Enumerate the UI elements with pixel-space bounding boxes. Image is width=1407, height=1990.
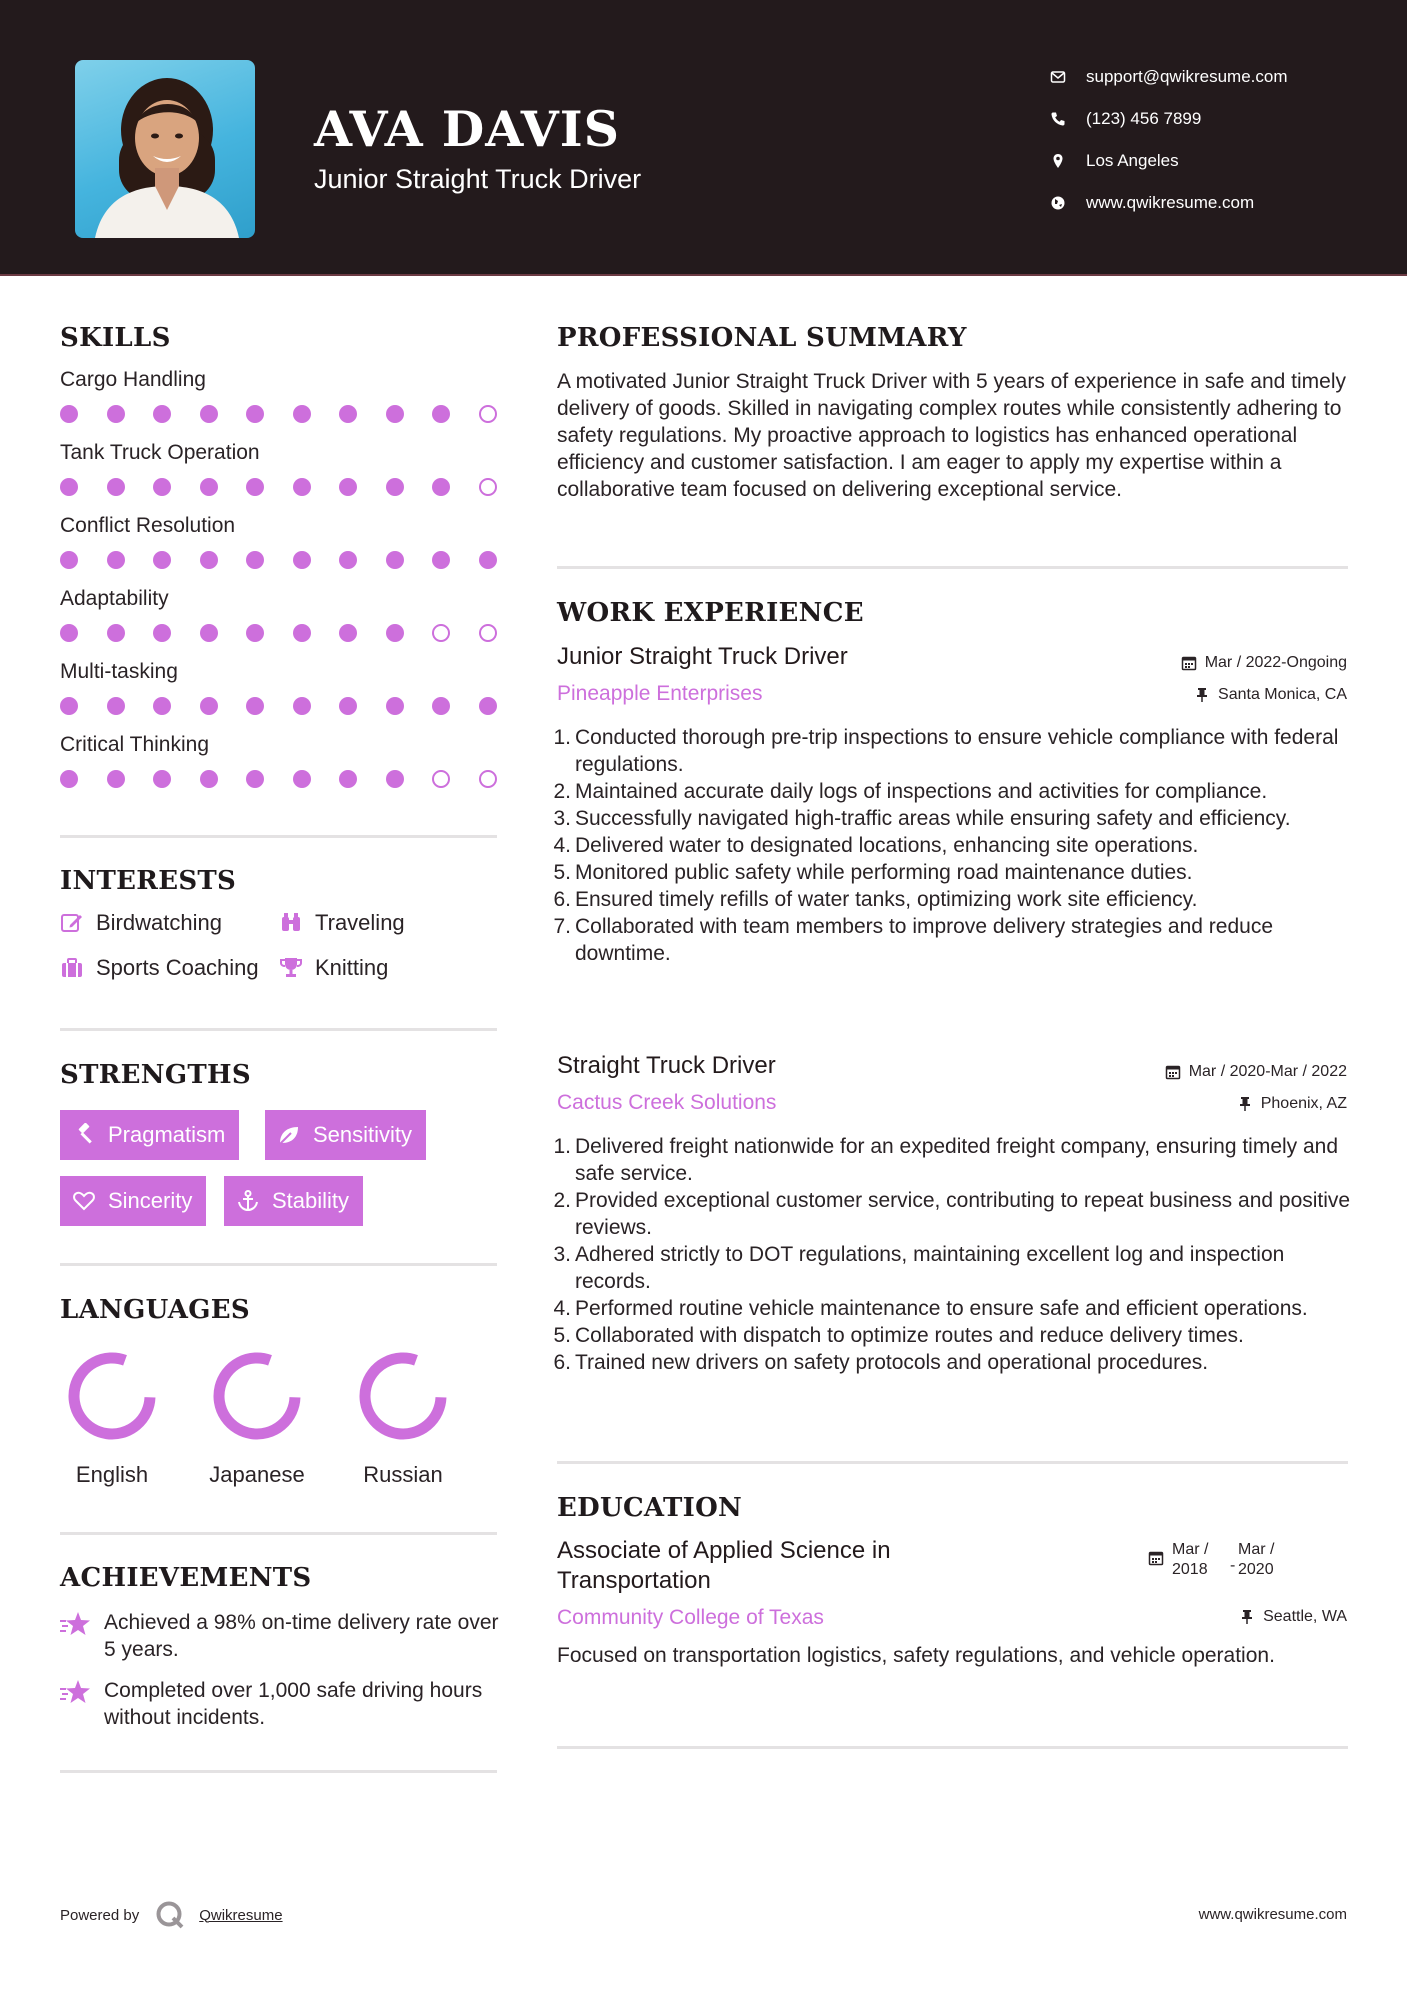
duty-item xyxy=(553,778,1357,805)
rating-dot-filled xyxy=(293,624,311,642)
skill-rating xyxy=(60,697,500,717)
language-level-arc xyxy=(365,1358,441,1434)
job-duties-list xyxy=(553,1133,1357,1376)
job-location xyxy=(1194,686,1347,704)
rating-dot-filled xyxy=(293,551,311,569)
duty-item xyxy=(553,724,1357,778)
duty-item xyxy=(553,859,1357,886)
rating-dot-filled xyxy=(339,770,357,788)
rating-dot-filled xyxy=(107,405,125,423)
interest-label: Traveling xyxy=(315,910,405,935)
rating-dot-filled xyxy=(386,405,404,423)
education-location xyxy=(1239,1608,1347,1626)
interest-label: Sports Coaching xyxy=(96,955,259,980)
divider xyxy=(60,1028,497,1031)
divider xyxy=(60,1263,497,1266)
interest-label: Birdwatching xyxy=(96,910,222,935)
divider xyxy=(557,566,1348,569)
phone-icon xyxy=(1050,111,1066,127)
strength-chip xyxy=(224,1176,363,1226)
rating-dot-empty xyxy=(432,624,450,642)
skill-rating xyxy=(60,551,500,571)
duty-text: Conducted thorough pre-trip inspections to ensure vehicle compliance with federal regulations. xyxy=(575,726,1339,776)
duty-text: Collaborated with dispatch to optimize routes and reduce delivery times. xyxy=(575,1324,1244,1347)
rating-dot-filled xyxy=(200,770,218,788)
skill-label: Multi-tasking xyxy=(60,660,178,683)
skill-rating xyxy=(60,405,500,425)
rating-dot-empty xyxy=(479,478,497,496)
rating-dot-filled xyxy=(200,624,218,642)
trophy-icon xyxy=(279,956,303,980)
job-dates-text: Mar / 2020-Mar / 2022 xyxy=(1188,1063,1347,1080)
duty-item xyxy=(553,1187,1357,1241)
degree-line-2: Transportation xyxy=(557,1567,711,1594)
company-name: Cactus Creek Solutions xyxy=(557,1091,777,1114)
achievement-text: Completed over 1,000 safe driving hours without incidents. xyxy=(104,1679,483,1729)
language-name: Russian xyxy=(363,1462,443,1487)
rating-dot-filled xyxy=(107,478,125,496)
rating-dot-filled xyxy=(200,405,218,423)
duty-text: Trained new drivers on safety protocols and operational procedures. xyxy=(575,1351,1209,1374)
calendar-icon xyxy=(1181,655,1197,671)
rating-dot-filled xyxy=(479,697,497,715)
contact-email-text: support@qwikresume.com xyxy=(1086,67,1288,86)
rating-dot-filled xyxy=(107,551,125,569)
brand-link[interactable]: Qwikresume xyxy=(199,1906,283,1924)
duty-number: 2. xyxy=(553,1189,571,1212)
education-location-text: Seattle, WA xyxy=(1263,1608,1347,1625)
rating-dot-filled xyxy=(479,551,497,569)
job-location xyxy=(1237,1095,1347,1113)
duty-text: Maintained accurate daily logs of inspections and activities for compliance. xyxy=(575,780,1268,803)
rating-dot-filled xyxy=(60,551,78,569)
duty-number: 6. xyxy=(553,1351,571,1374)
job-title: Junior Straight Truck Driver xyxy=(557,643,848,670)
duty-text: Monitored public safety while performing road maintenance duties. xyxy=(575,861,1193,884)
calendar-icon xyxy=(1148,1550,1164,1566)
pin-icon xyxy=(1239,1609,1255,1625)
rating-dot-filled xyxy=(153,697,171,715)
contact-location-text: Los Angeles xyxy=(1086,151,1179,170)
company-name: Pineapple Enterprises xyxy=(557,682,763,705)
skills-heading: SKILLS xyxy=(60,323,171,353)
language-level-ring xyxy=(355,1348,451,1444)
summary-text: A motivated Junior Straight Truck Driver with 5 years of experience in safe and timely delivery of goods. Skilled in navigating complex routes while consistently adhering to safety regulations. My proactive approach to logistics has enhanced operational efficiency and customer satisfaction. I am eager to apply my expertise within a collaborative team focused on delivering exceptional service. xyxy=(557,370,1347,501)
rating-dot-empty xyxy=(479,624,497,642)
rating-dot-filled xyxy=(246,405,264,423)
candidate-role: Junior Straight Truck Driver xyxy=(314,164,642,194)
contact-location xyxy=(1050,140,1288,182)
language-level-ring xyxy=(209,1348,305,1444)
language-level-arc xyxy=(74,1358,150,1434)
rating-dot-filled xyxy=(386,697,404,715)
rating-dot-filled xyxy=(246,478,264,496)
education-end-month: Mar / xyxy=(1238,1541,1275,1558)
duty-item xyxy=(553,1241,1357,1295)
duty-number: 5. xyxy=(553,1324,571,1347)
calendar-icon xyxy=(1165,1064,1181,1080)
duty-text: Successfully navigated high-traffic areas while ensuring safety and efficiency. xyxy=(575,807,1291,830)
rating-dot-filled xyxy=(246,624,264,642)
duty-number: 1. xyxy=(553,1135,571,1158)
pin-icon xyxy=(1237,1096,1253,1112)
experience-heading: WORK EXPERIENCE xyxy=(557,598,864,628)
envelope-icon xyxy=(1050,69,1066,85)
duty-text: Performed routine vehicle maintenance to ensure safe and efficient operations. xyxy=(575,1297,1308,1320)
language-level-ring xyxy=(64,1348,160,1444)
education-start-month: Mar / xyxy=(1172,1541,1209,1558)
duty-item xyxy=(553,913,1357,967)
degree-line-1: Associate of Applied Science in xyxy=(557,1537,891,1564)
job-dates xyxy=(1165,1063,1347,1081)
school-name: Community College of Texas xyxy=(557,1606,824,1629)
duty-item xyxy=(553,805,1357,832)
skill-label: Adaptability xyxy=(60,587,169,610)
contact-website[interactable] xyxy=(1050,182,1288,224)
rating-dot-empty xyxy=(479,770,497,788)
rating-dot-filled xyxy=(153,478,171,496)
rating-dot-empty xyxy=(479,405,497,423)
job-dates-text: Mar / 2022-Ongoing xyxy=(1204,654,1347,671)
skill-rating xyxy=(60,478,500,498)
skill-rating xyxy=(60,770,500,790)
achievement-item xyxy=(60,1609,500,1663)
education-start-year: 2018 xyxy=(1172,1561,1208,1578)
achievement-item xyxy=(60,1677,500,1731)
skill-label: Cargo Handling xyxy=(60,368,206,391)
rating-dot-filled xyxy=(200,697,218,715)
interest-item xyxy=(60,955,259,981)
rating-dot-filled xyxy=(386,770,404,788)
strength-label: Stability xyxy=(272,1188,350,1213)
duty-item xyxy=(553,1322,1357,1349)
rating-dot-filled xyxy=(386,624,404,642)
leaf-icon xyxy=(277,1123,301,1147)
strength-chip xyxy=(60,1110,239,1160)
interests-heading: INTERESTS xyxy=(60,866,237,896)
strengths-heading: STRENGTHS xyxy=(60,1060,251,1090)
language-name: English xyxy=(75,1462,149,1487)
duty-number: 1. xyxy=(553,726,571,749)
powered-by-label: Powered by xyxy=(60,1906,140,1924)
heart-icon xyxy=(72,1189,96,1213)
candidate-name: AVA DAVIS xyxy=(314,100,621,158)
strength-chip xyxy=(60,1176,206,1226)
rating-dot-filled xyxy=(246,770,264,788)
achievements-heading: ACHIEVEMENTS xyxy=(60,1563,312,1593)
rating-dot-empty xyxy=(432,770,450,788)
rating-dot-filled xyxy=(246,551,264,569)
duty-text: Adhered strictly to DOT regulations, maintaining excellent log and inspection records. xyxy=(575,1243,1285,1293)
rating-dot-filled xyxy=(432,478,450,496)
gavel-icon xyxy=(72,1123,96,1147)
job-location-text: Phoenix, AZ xyxy=(1260,1095,1347,1112)
strength-label: Sensitivity xyxy=(313,1122,413,1147)
rating-dot-filled xyxy=(60,624,78,642)
rating-dot-filled xyxy=(60,405,78,423)
education-start xyxy=(1172,1540,1230,1580)
job-duties-list xyxy=(553,724,1357,967)
interest-item xyxy=(279,910,405,936)
strength-chip xyxy=(265,1110,426,1160)
duty-number: 2. xyxy=(553,780,571,803)
rating-dot-filled xyxy=(293,405,311,423)
strength-label: Sincerity xyxy=(108,1188,193,1213)
briefcase-icon xyxy=(60,956,84,980)
contact-email[interactable] xyxy=(1050,56,1288,98)
rating-dot-filled xyxy=(60,697,78,715)
duty-number: 6. xyxy=(553,888,571,911)
skill-label: Conflict Resolution xyxy=(60,514,236,537)
date-separator: - xyxy=(1230,1557,1236,1574)
anchor-icon xyxy=(236,1189,260,1213)
duty-number: 7. xyxy=(553,915,571,938)
duty-text: Ensured timely refills of water tanks, optimizing work site efficiency. xyxy=(575,888,1198,911)
rating-dot-filled xyxy=(153,770,171,788)
rating-dot-filled xyxy=(339,405,357,423)
education-dates xyxy=(1148,1540,1288,1580)
achievement-text: Achieved a 98% on-time delivery rate over 5 years. xyxy=(104,1611,499,1661)
duty-text: Delivered freight nationwide for an expedited freight company, ensuring timely and safe service. xyxy=(575,1135,1339,1185)
rating-dot-filled xyxy=(246,697,264,715)
divider xyxy=(60,835,497,838)
duty-number: 4. xyxy=(553,1297,571,1320)
rating-dot-filled xyxy=(432,697,450,715)
summary-heading: PROFESSIONAL SUMMARY xyxy=(557,323,967,353)
skill-label: Tank Truck Operation xyxy=(60,441,260,464)
map-marker-icon xyxy=(1050,153,1066,169)
interest-item xyxy=(60,910,222,936)
divider xyxy=(60,1770,497,1773)
interest-label: Knitting xyxy=(315,955,389,980)
education-end-year: 2020 xyxy=(1238,1561,1274,1578)
duty-item xyxy=(553,1295,1357,1322)
edit-icon xyxy=(60,911,84,935)
rating-dot-filled xyxy=(200,478,218,496)
rating-dot-filled xyxy=(339,478,357,496)
rating-dot-filled xyxy=(386,478,404,496)
language-level-arc xyxy=(219,1358,295,1434)
strength-label: Pragmatism xyxy=(108,1122,226,1147)
language-item xyxy=(52,1348,172,1488)
contact-website-text: www.qwikresume.com xyxy=(1086,193,1255,212)
rating-dot-filled xyxy=(293,478,311,496)
resume-header xyxy=(0,0,1407,276)
portrait-image xyxy=(75,60,255,238)
job-location-text: Santa Monica, CA xyxy=(1218,686,1347,703)
duty-number: 4. xyxy=(553,834,571,857)
language-item xyxy=(343,1348,463,1488)
education-end xyxy=(1238,1540,1288,1580)
rating-dot-filled xyxy=(293,697,311,715)
duty-number: 5. xyxy=(553,861,571,884)
divider xyxy=(60,1532,497,1535)
rating-dot-filled xyxy=(153,624,171,642)
duty-item xyxy=(553,1349,1357,1376)
rating-dot-filled xyxy=(153,551,171,569)
rating-dot-filled xyxy=(339,624,357,642)
rating-dot-filled xyxy=(339,697,357,715)
duty-text: Collaborated with team members to improve delivery strategies and reduce downtime. xyxy=(575,915,1273,965)
globe-icon xyxy=(1050,195,1066,211)
rating-dot-filled xyxy=(60,770,78,788)
profile-photo xyxy=(75,60,255,238)
interest-item xyxy=(279,955,388,981)
divider xyxy=(557,1746,1348,1749)
footer-site-link[interactable]: www.qwikresume.com xyxy=(1198,1906,1347,1923)
rating-dot-filled xyxy=(153,405,171,423)
star-icon xyxy=(60,1611,92,1637)
duty-item xyxy=(553,832,1357,859)
rating-dot-filled xyxy=(339,551,357,569)
language-item xyxy=(197,1348,317,1488)
rating-dot-filled xyxy=(432,551,450,569)
duty-item xyxy=(553,886,1357,913)
rating-dot-filled xyxy=(60,478,78,496)
binoculars-icon xyxy=(279,911,303,935)
education-heading: EDUCATION xyxy=(557,1493,743,1523)
duty-text: Delivered water to designated locations, enhancing site operations. xyxy=(575,834,1199,857)
footer-branding xyxy=(60,1900,283,1930)
contact-phone[interactable] xyxy=(1050,98,1288,140)
rating-dot-filled xyxy=(107,697,125,715)
job-title: Straight Truck Driver xyxy=(557,1052,776,1079)
rating-dot-filled xyxy=(386,551,404,569)
rating-dot-filled xyxy=(107,770,125,788)
education-description: Focused on transportation logistics, safety regulations, and vehicle operation. xyxy=(557,1644,1275,1667)
rating-dot-filled xyxy=(107,624,125,642)
contact-list xyxy=(1050,56,1288,224)
languages-heading: LANGUAGES xyxy=(60,1295,250,1325)
divider xyxy=(557,1461,1348,1464)
rating-dot-filled xyxy=(293,770,311,788)
contact-phone-text: (123) 456 7899 xyxy=(1086,109,1202,128)
skill-rating xyxy=(60,624,500,644)
duty-item xyxy=(553,1133,1357,1187)
duty-number: 3. xyxy=(553,807,571,830)
duty-number: 3. xyxy=(553,1243,571,1266)
qwikresume-logo-icon xyxy=(155,1900,185,1930)
rating-dot-filled xyxy=(432,405,450,423)
skill-label: Critical Thinking xyxy=(60,733,209,756)
star-icon xyxy=(60,1679,92,1705)
rating-dot-filled xyxy=(200,551,218,569)
pin-icon xyxy=(1194,687,1210,703)
language-name: Japanese xyxy=(209,1462,305,1487)
duty-text: Provided exceptional customer service, contributing to repeat business and positive reviews. xyxy=(575,1189,1351,1239)
job-dates xyxy=(1181,654,1347,672)
